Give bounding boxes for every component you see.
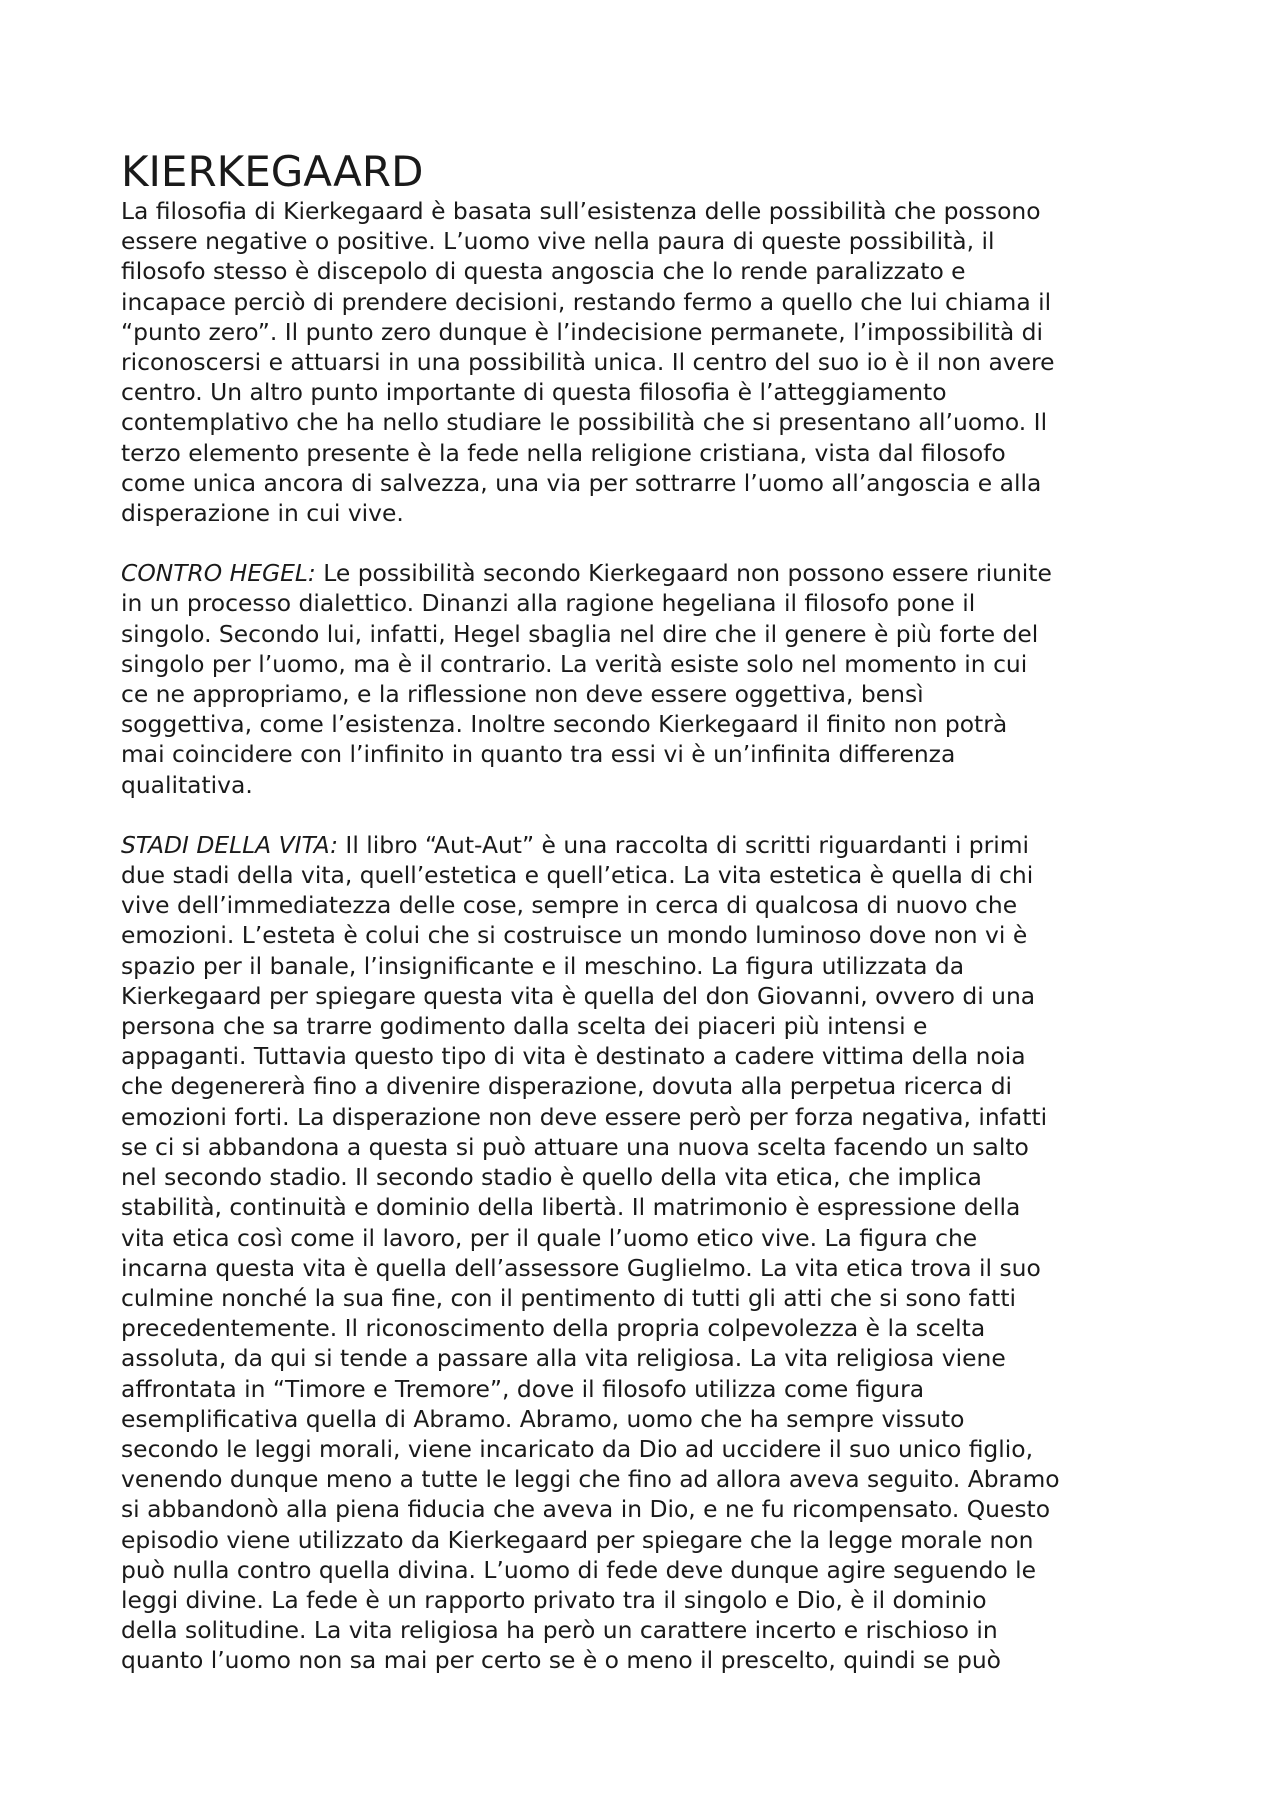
hegel-paragraph [121,558,1181,800]
paragraph-gap [121,528,1181,558]
intro-paragraph: La filosofia di Kierkegaard è basata sull’esistenza delle possibilità che possono essere negative o positive. L’uomo vive nella paura di queste possibilità, il filosofo stesso è discepolo di questa angoscia che lo rende paralizzato e incapace perciò di prendere decisioni, restando fermo a quello che lui chiama il “punto zero”. Il punto zero dunque è l’indecisione permanete, l’impossibilità di riconoscersi e attuarsi in una possibilità unica. Il centro del suo io è il non avere centro. Un altro punto importante di questa filosofia è l’atteggiamento contemplativo che ha nello studiare le possibilità che si presentano all’uomo. Il terzo elemento presente è la fede nella religione cristiana, vista dal filosofo come unica ancora di salvezza, una via per sottrarre l’uomo all’angoscia e alla disperazione in cui vive. [121,197,1055,528]
hegel-section-text: Le possibilità secondo Kierkegaard non possono essere riunite in un processo dialettico. Dinanzi alla ragione hegeliana il filosofo pone il singolo. Secondo lui, infatti, Hegel sbaglia nel dire che il genere è più forte del singolo per l’uomo, ma è il contrario. La verità esiste solo nel momento in cui ce ne appropriamo, e la riflessione non deve essere oggettiva, bensì soggettiva, come l’esistenza. Inoltre secondo Kierkegaard il finito non potrà mai coincidere con l’infinito in quanto tra essi vi è un’infinita differenza qualitativa. [121,559,1052,799]
stadi-section-text: Il libro “Aut-Aut” è una raccolta di scritti riguardanti i primi due stadi della vita, quell’estetica e quell’etica. La vita estetica è quella di chi vive dell’immediatezza delle cose, sempre in cerca di qualcosa di nuovo che emozioni. L’esteta è colui che si costruisce un mondo luminoso dove non vi è spazio per il banale, l’insignificante e il meschino. La figura utilizzata da Kierkegaard per spiegare questa vita è quella del don Giovanni, ovvero di una persona che sa trarre godimento dalla scelta dei piaceri più intensi e appaganti. Tuttavia questo tipo di vita è destinato a cadere vittima della noia che degenererà fino a divenire disperazione, dovuta alla perpetua ricerca di emozioni forti. La disperazione non deve essere però per forza negativa, infatti se ci si abbandona a questa si può attuare una nuova scelta facendo un salto nel secondo stadio. Il secondo stadio è quello della vita etica, che implica stabilità, continuità e dominio della libertà. Il matrimonio è espressione della vita etica così come il lavoro, per il quale l’uomo etico vive. La figura che incarna questa vita è quella dell’assessore Guglielmo. La vita etica trova il suo culmine nonché la sua fine, con il pentimento di tutti gli atti che si sono fatti precedentemente. Il riconoscimento della propria colpevolezza è la scelta assoluta, da qui si tende a passare alla vita religiosa. La vita religiosa viene affrontata in “Timore e Tremore”, dove il filosofo utilizza come figura esemplificativa quella di Abramo. Abramo, uomo che ha sempre vissuto secondo le leggi morali, viene incaricato da Dio ad uccidere il suo unico figlio, venendo dunque meno a tutte le leggi che fino ad allora aveva seguito. Abramo si abbandonò alla piena fiducia che aveva in Dio, e ne fu ricompensato. Questo episodio viene utilizzato da Kierkegaard per spiegare che la legge morale non può nulla contro quella divina. L’uomo di fede deve dunque agire seguendo le leggi divine. La fede è un rapporto privato tra il singolo e Dio, è il dominio della solitudine. La vita religiosa ha però un carattere incerto e rischioso in quanto l’uomo non sa mai per certo se è o meno il prescelto, quindi se può [121,830,1060,1675]
page-title: KIERKEGAARD [121,147,424,196]
paragraph-gap [121,800,1181,830]
stadi-section-label: STADI DELLA VITA: [121,830,338,859]
stadi-paragraph [121,830,1181,1676]
document-page [121,148,1181,1676]
hegel-section-label: CONTRO HEGEL: [121,559,316,588]
